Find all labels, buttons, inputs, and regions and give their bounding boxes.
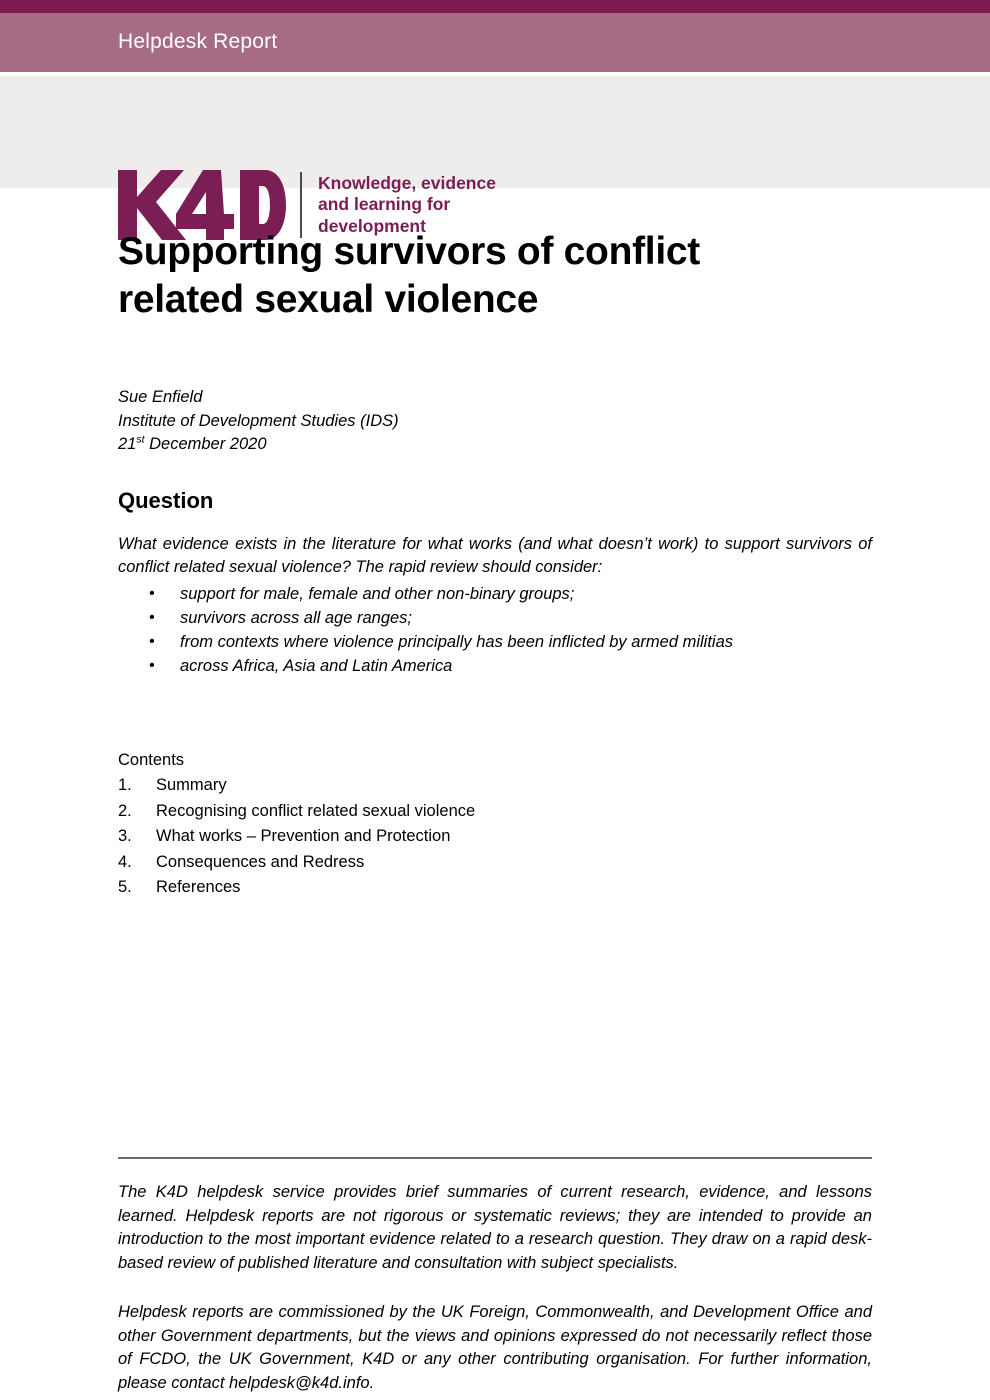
- author-affiliation: Institute of Development Studies (IDS): [118, 411, 399, 430]
- contents-item-what-works[interactable]: [118, 824, 872, 850]
- contents-item-summary[interactable]: [118, 773, 872, 799]
- list-item: [118, 630, 872, 654]
- contents-section: [118, 748, 872, 901]
- date-month-year: December 2020: [144, 435, 267, 453]
- bullet-icon: •: [149, 584, 155, 602]
- page-title: Supporting survivors of conflict related sexual violence: [118, 230, 700, 321]
- date-day: 21: [118, 435, 137, 453]
- contents-item-consequences[interactable]: [118, 850, 872, 876]
- contents-item-label: References: [156, 878, 241, 896]
- report-type-band: [0, 13, 990, 72]
- contents-item-number: 2.: [118, 801, 132, 820]
- brand-tagline-line-3: development: [318, 215, 426, 236]
- contents-item-references[interactable]: [118, 875, 872, 901]
- bullet-icon: •: [149, 656, 155, 674]
- contents-item-number: 3.: [118, 827, 132, 845]
- contents-item-label: What works – Prevention and Protection: [156, 827, 451, 845]
- footer-disclaimer-commissioning: Helpdesk reports are commissioned by the UK Foreign, Commonwealth, and Development Office and other Government departments, but the views and opinions expressed do not necessarily reflect those of FCDO, the UK Government, K4D or any other contributing organisation. For further information, please contact helpdesk@k4d.info.: [118, 1303, 872, 1392]
- brand-tagline-line-1: Knowledge, evidence: [318, 172, 496, 193]
- publication-date: [118, 433, 872, 457]
- contents-list: [118, 773, 872, 901]
- logo-band: [0, 76, 990, 236]
- question-bullet-list: [118, 582, 872, 678]
- list-item-label: survivors across all age ranges;: [180, 608, 413, 627]
- list-item: [118, 606, 872, 630]
- question-body: What evidence exists in the literature for what works (and what doesn’t work) to support survivors of conflict related sexual violence? The rapid review should consider:: [118, 534, 872, 576]
- top-accent-bar: [0, 0, 990, 13]
- footer-disclaimer-service: The K4D helpdesk service provides brief summaries of current research, evidence, and lessons learned. Helpdesk reports are not rigorous or systematic reviews; they are intended to provide an introduction to the most important evidence related to a research question. They draw on a rapid desk-based review of published literature and consultation with subject specialists.: [118, 1183, 872, 1272]
- date-ordinal-suffix: st: [136, 433, 145, 446]
- bullet-icon: •: [149, 608, 155, 626]
- author-name: Sue Enfield: [118, 388, 203, 406]
- contents-item-number: 5.: [118, 878, 132, 896]
- list-item-label: support for male, female and other non-binary groups;: [180, 584, 575, 603]
- list-item-label: across Africa, Asia and Latin America: [180, 656, 453, 675]
- contents-item-label: Consequences and Redress: [156, 852, 365, 871]
- contents-label: Contents: [118, 750, 185, 769]
- contents-item-label: Recognising conflict related sexual violence: [156, 801, 476, 820]
- report-type-label: Helpdesk Report: [118, 30, 278, 53]
- contents-item-label: Summary: [156, 776, 227, 794]
- list-item-label: from contexts where violence principally has been inflicted by armed militias: [180, 632, 733, 651]
- contents-item-number: 4.: [118, 852, 132, 871]
- contents-item-recognising[interactable]: [118, 799, 872, 825]
- question-heading: Question: [118, 487, 214, 513]
- bullet-icon: •: [149, 632, 155, 650]
- list-item: [118, 654, 872, 678]
- document-body: [118, 188, 872, 901]
- author-block: [118, 386, 872, 457]
- brand-tagline-line-2: and learning for: [318, 194, 451, 215]
- contents-item-number: 1.: [118, 776, 132, 794]
- footer: [118, 1157, 872, 1395]
- list-item: [118, 582, 872, 606]
